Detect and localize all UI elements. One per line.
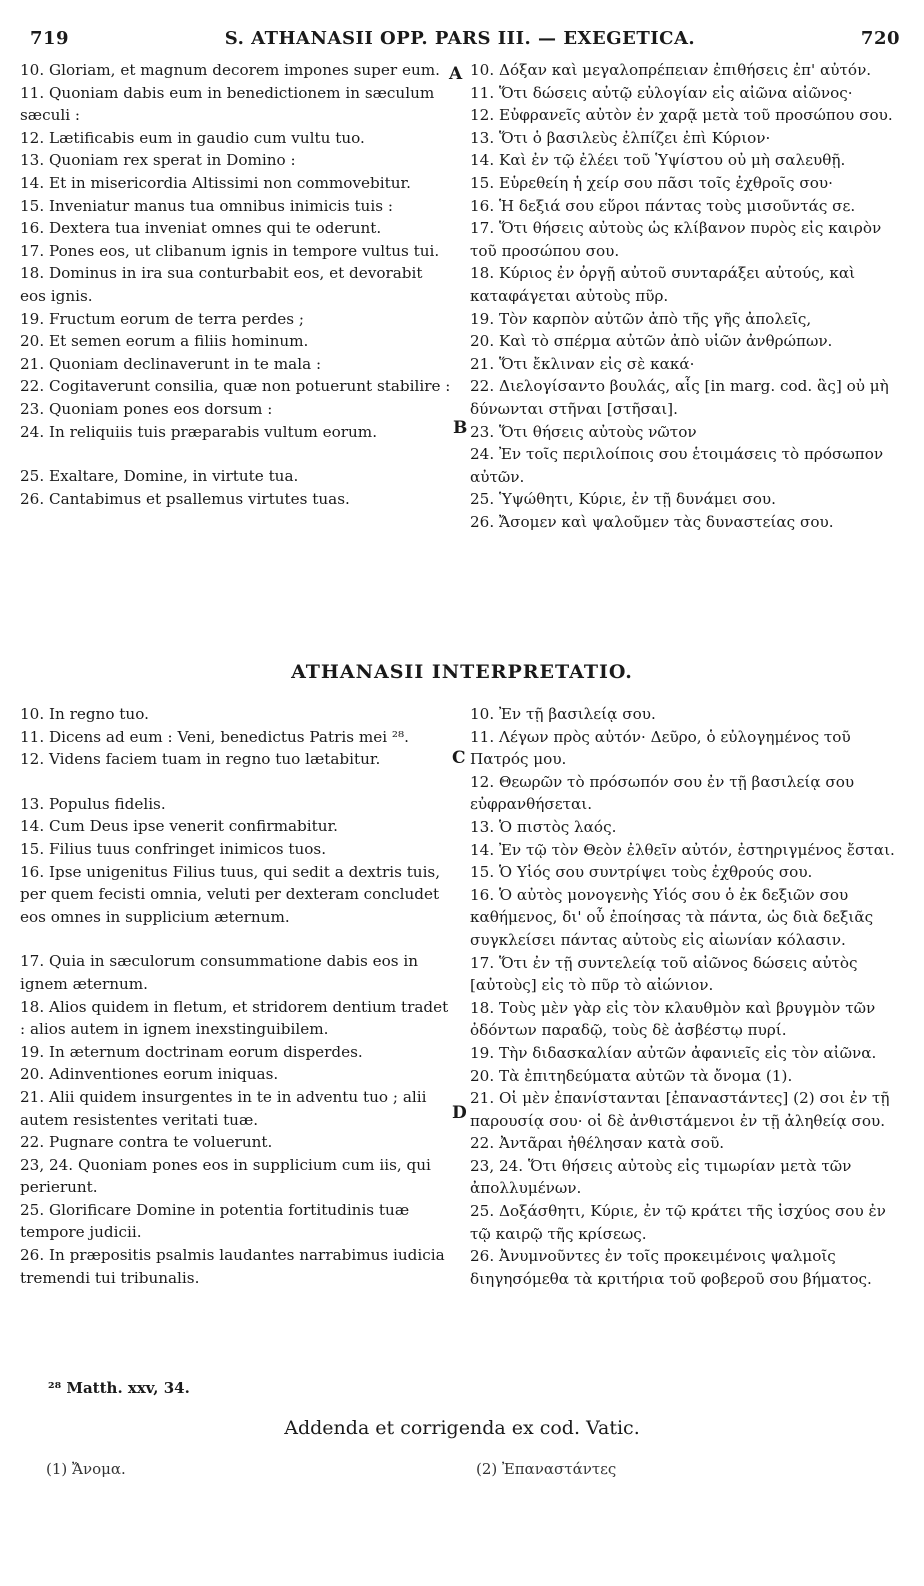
verse-latin: 20. Et semen eorum a filiis hominum.	[20, 332, 309, 351]
running-header	[20, 28, 900, 52]
section-title: ATHANASII INTERPRETATIO.	[291, 661, 633, 683]
interp-latin: 13. Populus fidelis.	[20, 794, 166, 813]
interp-greek: 13. Ὁ πιστὸς λαός.	[470, 817, 617, 836]
verse-latin: 23. Quoniam pones eos dorsum :	[20, 399, 273, 418]
interp-greek: 16. Ὁ αὐτὸς μονογενὴς Υἱός σου ὁ ἐκ δεξιῶν σου καθήμενος, δι' οὗ ἐποίησας τὰ πάντα, ὡς διὰ δεξιᾶς συγκλείσει πάντας αὐτοὺς εἰς αἰωνίαν κόλασιν.	[470, 885, 874, 949]
margin-marker-b: B	[453, 418, 468, 438]
interp-latin: 26. In præpositis psalmis laudantes narrabimus iudicia tremendi tui tribunalis.	[20, 1246, 445, 1287]
interp-greek: 25. Δοξάσθητι, Κύριε, ἐν τῷ κράτει τῆς ἰσχύος σου ἐν τῷ καιρῷ τῆς κρίσεως.	[470, 1202, 886, 1243]
verse-greek: 14. Καὶ ἐν τῷ ἐλέει τοῦ Ὑψίστου οὐ μὴ σαλευθῇ.	[470, 151, 846, 170]
interp-latin: 17. Quia in sæculorum consummatione dabis eos in ignem æternum.	[20, 952, 418, 993]
interp-latin: 25. Glorificare Domine in potentia fortitudinis tuæ tempore judicii.	[20, 1200, 410, 1242]
verse-greek: 19. Τὸν καρπὸν αὐτῶν ἀπὸ τῆς γῆς ἀπολεῖς,	[470, 309, 812, 328]
verse-greek: 25. Ὑψώθητι, Κύριε, ἐν τῇ δυνάμει σου.	[470, 490, 776, 509]
interp-greek: 12. Θεωρῶν τὸ πρόσωπόν σου ἐν τῇ βασιλείᾳ σου εὐφρανθήσεται.	[470, 772, 855, 814]
interpretation-latin-column	[20, 703, 452, 1289]
verse-latin: 24. In reliquiis tuis præparabis vultum eorum.	[20, 422, 378, 441]
interp-greek: 17. Ὅτι ἐν τῇ συντελείᾳ τοῦ αἰῶνος δώσεις αὐτὸς [αὐτοὺς] εἰς τὸ πῦρ τὸ αἰώνιον.	[470, 953, 858, 995]
verse-latin: 26. Cantabimus et psallemus virtutes tuas.	[20, 489, 350, 508]
page-number-right: 720	[860, 28, 900, 49]
verse-greek: 18. Κύριος ἐν ὀργῇ αὐτοῦ συνταράξει αὐτούς, καὶ καταφάγεται αὐτοὺς πῦρ.	[470, 264, 856, 305]
interp-latin: 19. In æternum doctrinam eorum disperdes.	[20, 1042, 363, 1061]
verse-greek: 23. Ὅτι θήσεις αὐτοὺς νῶτον	[470, 422, 697, 441]
verse-latin: 21. Quoniam declinaverunt in te mala :	[20, 354, 322, 373]
verse-greek: 21. Ὅτι ἔκλιναν εἰς σὲ κακά·	[470, 354, 695, 373]
interp-greek: 23, 24. Ὅτι θήσεις αὐτοὺς εἰς τιμωρίαν μετὰ τῶν ἀπολλυμένων.	[470, 1156, 852, 1198]
psalm-latin-column	[20, 59, 452, 510]
interp-latin: 20. Adinventiones eorum iniquas.	[20, 1065, 279, 1084]
interp-greek: 15. Ὁ Υἱός σου συντρίψει τοὺς ἐχθρούς σου.	[470, 863, 813, 882]
interp-greek: 18. Τοὺς μὲν γὰρ εἰς τὸν κλαυθμὸν καὶ βρυγμὸν τῶν ὀδόντων παραδῷ, τοὺς δὲ ἀσβέστῳ πυρί.	[470, 998, 876, 1040]
verse-latin: 12. Lætificabis eum in gaudio cum vultu tuo.	[20, 128, 365, 147]
page-number-left: 719	[30, 28, 70, 49]
interp-greek: 21. Οἱ μὲν ἐπανίστανται [ἐπαναστάντες] (2) σοι ἐν τῇ παρουσίᾳ σου· οἱ δὲ ἀνθιστάμενοι ἐν τῇ ἀληθείᾳ σου.	[470, 1089, 890, 1130]
verse-latin: 14. Et in misericordia Altissimi non commovebitur.	[20, 173, 411, 192]
interp-latin: 21. Alii quidem insurgentes in te in adventu tuo ; alii autem resistentes veritati tuæ.	[20, 1087, 427, 1129]
interp-latin: 23, 24. Quoniam pones eos in supplicium cum iis, qui perierunt.	[20, 1155, 431, 1197]
interp-greek: 22. Ἀντᾶραι ἠθέλησαν κατὰ σοῦ.	[470, 1134, 725, 1153]
margin-marker-a: A	[449, 64, 463, 84]
psalm-greek-column	[470, 59, 898, 533]
addenda-title: Addenda et corrigenda ex cod. Vatic.	[284, 1417, 640, 1439]
verse-greek: 12. Εὐφρανεῖς αὐτὸν ἐν χαρᾷ μετὰ τοῦ προσώπου σου.	[470, 106, 893, 125]
verse-latin: 13. Quoniam rex sperat in Domino :	[20, 151, 296, 170]
interp-latin: 16. Ipse unigenitus Filius tuus, qui sedit a dextris tuis, per quem fecisti omnia, veluti per dexteram concludet eos omnes in supplicium æternum.	[20, 862, 441, 926]
footnote: ²⁸ Matth. xxv, 34.	[48, 1379, 190, 1397]
verse-latin: 11. Quoniam dabis eum in benedictionem in sæculum sæculi :	[20, 83, 435, 125]
verse-latin: 17. Pones eos, ut clibanum ignis in tempore vultus tui.	[20, 241, 440, 260]
verse-greek: 16. Ἡ δεξιά σου εὕροι πάντας τοὺς μισοῦντάς σε.	[470, 196, 856, 215]
verse-latin: 15. Inveniatur manus tua omnibus inimicis tuis :	[20, 196, 393, 215]
interp-greek: 11. Λέγων πρὸς αὐτόν· Δεῦρο, ὁ εὐλογημένος τοῦ Πατρός μου.	[470, 727, 851, 769]
verse-greek: 11. Ὅτι δώσεις αὐτῷ εὐλογίαν εἰς αἰῶνα αἰῶνος·	[470, 83, 853, 102]
margin-marker-d: D	[452, 1103, 467, 1123]
interp-latin: 18. Alios quidem in fletum, et stridorem dentium tradet : alios autem in ignem inexstinguibilem.	[20, 997, 449, 1039]
interp-latin: 15. Filius tuus confringet inimicos tuos.	[20, 839, 327, 858]
interp-greek: 14. Ἐν τῷ τὸν Θεὸν ἐλθεῖν αὐτόν, ἐστηριγμένος ἔσται.	[470, 840, 895, 859]
running-title: S. ATHANASII OPP. PARS III. — EXEGETICA.	[224, 28, 696, 49]
interp-latin: 12. Videns faciem tuam in regno tuo lætabitur.	[20, 750, 381, 769]
verse-latin: 16. Dextera tua inveniat omnes qui te oderunt.	[20, 219, 382, 238]
interp-latin: 14. Cum Deus ipse venerit confirmabitur.	[20, 817, 338, 836]
verse-greek: 10. Δόξαν καὶ μεγαλοπρέπειαν ἐπιθήσεις ἐπ' αὐτόν.	[470, 61, 872, 79]
verse-greek: 17. Ὅτι θήσεις αὐτοὺς ὡς κλίβανον πυρὸς εἰς καιρὸν τοῦ προσώπου σου.	[470, 219, 882, 260]
interp-latin: 22. Pugnare contra te voluerunt.	[20, 1133, 273, 1152]
verse-latin: 19. Fructum eorum de terra perdes ;	[20, 309, 305, 328]
verse-greek: 15. Εὑρεθείη ἡ χείρ σου πᾶσι τοῖς ἐχθροῖς σου·	[470, 173, 833, 192]
verse-greek: 20. Καὶ τὸ σπέρμα αὐτῶν ἀπὸ υἱῶν ἀνθρώπων.	[470, 332, 833, 351]
interp-greek: 10. Ἐν τῇ βασιλείᾳ σου.	[470, 705, 656, 723]
verse-greek: 26. Ἄσομεν καὶ ψαλοῦμεν τὰς δυναστείας σου.	[470, 512, 834, 531]
interp-latin: 11. Dicens ad eum : Veni, benedictus Patris mei ²⁸.	[20, 727, 409, 746]
verse-greek: 13. Ὅτι ὁ βασιλεὺς ἐλπίζει ἐπὶ Κύριον·	[470, 128, 771, 147]
verse-latin: 22. Cogitaverunt consilia, quæ non potuerunt stabilire :	[20, 377, 451, 396]
verse-latin: 10. Gloriam, et magnum decorem impones super eum.	[20, 61, 440, 79]
verse-greek: 22. Διελογίσαντο βουλάς, αἷς [in marg. cod. ἃς] οὐ μὴ δύνωνται στῆναι [στῆσαι].	[470, 377, 889, 418]
interp-greek: 20. Τὰ ἐπιτηδεύματα αὐτῶν τὰ ὄνομα (1).	[470, 1066, 793, 1085]
interp-greek: 26. Ἀνυμνοῦντες ἐν τοῖς προκειμένοις ψαλμοῖς διηγησόμεθα τὰ κριτήρια τοῦ φοβεροῦ σου βήματος.	[470, 1247, 872, 1288]
interp-latin: 10. In regno tuo.	[20, 705, 149, 723]
verse-greek: 24. Ἐν τοῖς περιλοίποις σου ἑτοιμάσεις τὸ πρόσωπον αὐτῶν.	[470, 445, 884, 486]
addenda-note-1: (1) Ἄνομα.	[46, 1460, 126, 1478]
verse-latin: 25. Exaltare, Domine, in virtute tua.	[20, 467, 299, 486]
interpretation-greek-column	[470, 703, 898, 1290]
verse-latin: 18. Dominus in ira sua conturbabit eos, et devorabit eos ignis.	[20, 264, 423, 305]
margin-marker-c: C	[452, 748, 466, 768]
addenda-note-2: (2) Ἐπαναστάντες	[476, 1460, 617, 1478]
interp-greek: 19. Τὴν διδασκαλίαν αὐτῶν ἀφανιεῖς εἰς τὸν αἰῶνα.	[470, 1043, 877, 1062]
